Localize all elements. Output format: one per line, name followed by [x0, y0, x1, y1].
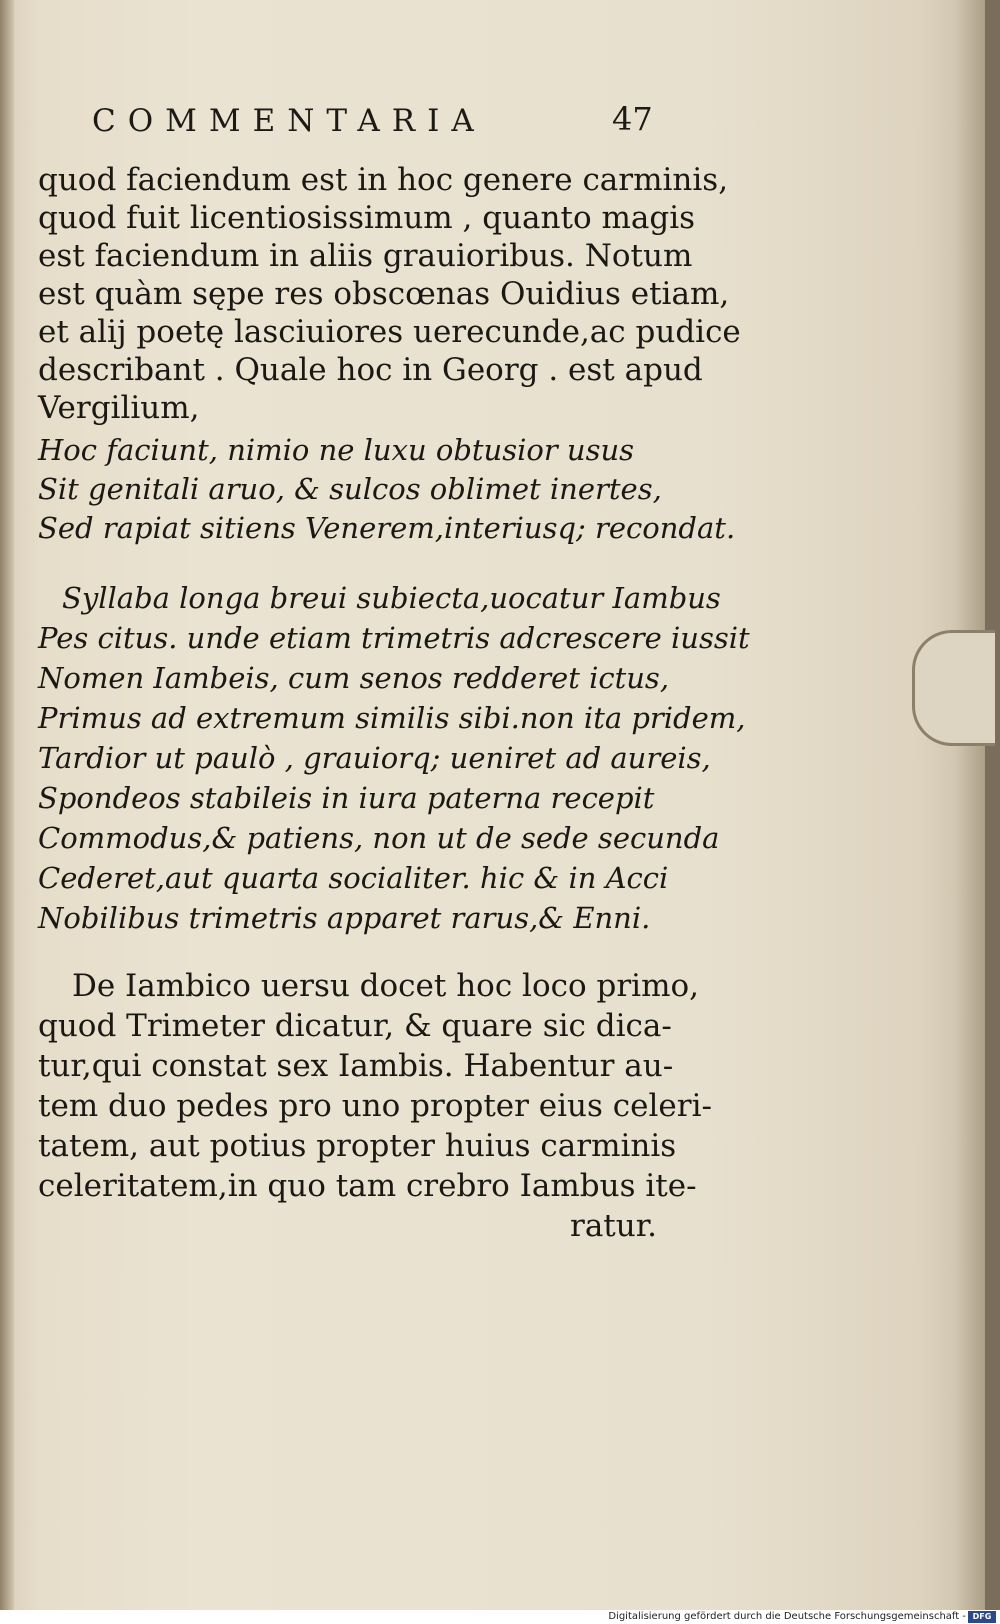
verse-line: Pes citus. unde etiam trimetris adcrescere iussit	[38, 621, 750, 655]
text-line: et alij poetę lasciuiores uerecunde,ac pudice	[38, 314, 741, 350]
footer	[0, 1610, 1000, 1624]
text-line: tem duo pedes pro uno propter eius celeri-	[38, 1088, 712, 1124]
verse-line: Hoc faciunt, nimio ne luxu obtusior usus	[38, 433, 635, 467]
verse-line: Spondeos stabileis in iura paterna recepit	[38, 781, 655, 815]
running-header	[92, 98, 692, 148]
verse-line: Commodus,& patiens, non ut de sede secunda	[38, 821, 720, 855]
verse-line: Cederet,aut quarta socialiter. hic & in Acci	[38, 861, 669, 895]
text-line: est quàm sępe res obscœnas Ouidius etiam,	[38, 276, 730, 312]
verse-line: Sit genitali aruo, & sulcos oblimet inertes,	[38, 472, 662, 506]
text-line: describant . Quale hoc in Georg . est apud	[38, 352, 703, 388]
binding-shadow	[0, 0, 14, 1610]
verse-line: Nobilibus trimetris apparet rarus,& Enni.	[38, 901, 651, 935]
text-line: celeritatem,in quo tam crebro Iambus ite-	[38, 1168, 697, 1204]
page-number: 47	[612, 100, 653, 138]
page-clip	[912, 630, 995, 746]
running-title: COMMENTARIA	[92, 103, 486, 139]
text-line: ratur.	[570, 1208, 657, 1244]
text-line: tur,qui constat sex Iambis. Habentur au-	[38, 1048, 674, 1084]
text-line: quod Trimeter dicatur, & quare sic dica-	[38, 1008, 672, 1044]
dfg-logo-icon: DFG	[968, 1611, 996, 1623]
verse-line: Primus ad extremum similis sibi.non ita pridem,	[38, 701, 746, 735]
verse-line: Nomen Iambeis, cum senos redderet ictus,	[38, 661, 670, 695]
verse-line: Tardior ut paulò , grauiorq; ueniret ad aureis,	[38, 741, 711, 775]
text-line: Vergilium,	[38, 390, 200, 426]
text-line: De Iambico uersu docet hoc loco primo,	[72, 968, 699, 1004]
footer-credit: Digitalisierung gefördert durch die Deutsche Forschungsgemeinschaft -	[608, 1611, 966, 1622]
verse-line: Sed rapiat sitiens Venerem,interiusq; recondat.	[38, 511, 736, 545]
text-line: tatem, aut potius propter huius carminis	[38, 1128, 677, 1164]
text-line: quod fuit licentiosissimum , quanto magis	[38, 200, 696, 236]
page-edge	[955, 0, 985, 1610]
verse-line: Syllaba longa breui subiecta,uocatur Iambus	[62, 581, 721, 615]
text-line: quod faciendum est in hoc genere carminis,	[38, 162, 729, 198]
text-line: est faciendum in aliis grauioribus. Notum	[38, 238, 693, 274]
